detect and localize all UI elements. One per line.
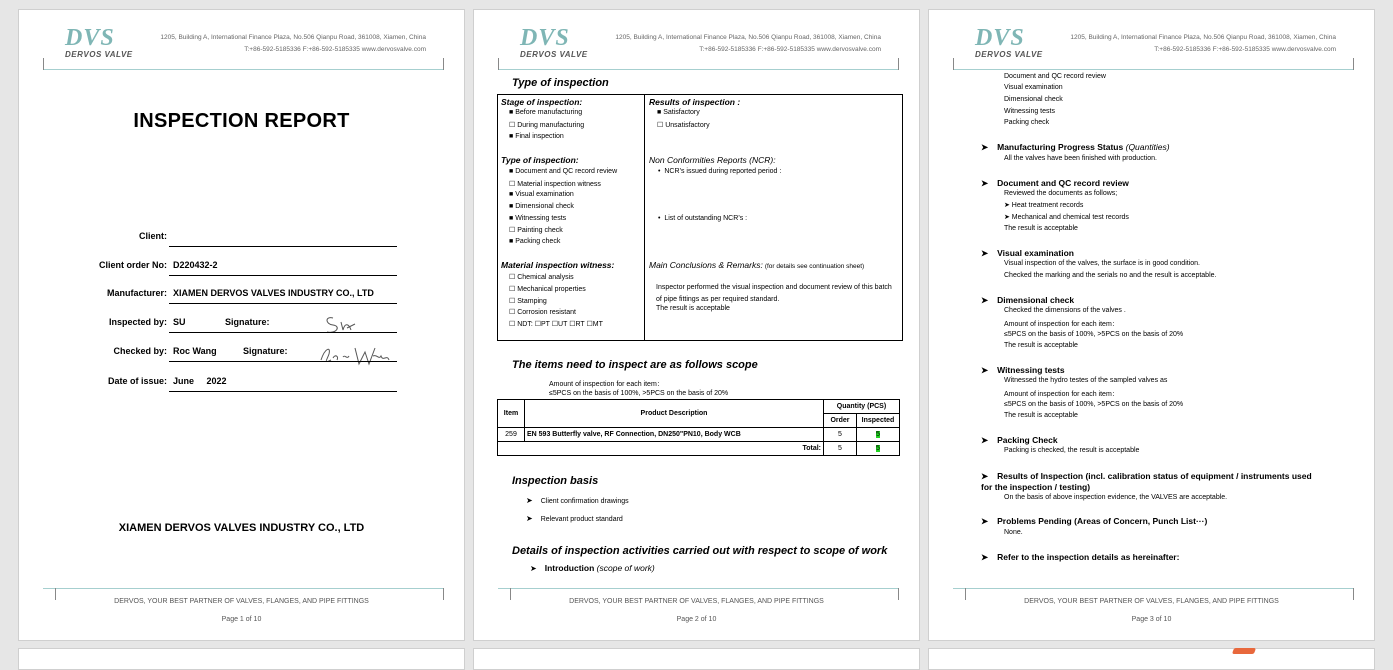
stage-item [509, 133, 564, 140]
contact-line: T:+86-592-5185336 F:+86-592-5185335 www.dervosvalve.com [699, 46, 881, 53]
inspection-summary-box [497, 94, 903, 341]
checkbox-icon: ■ [509, 215, 514, 222]
arrow-bullet-icon: ➤ [981, 248, 989, 258]
checkbox-icon: ☐ [509, 122, 516, 129]
results-title: Results of Inspection (incl. calibration status of equipment / instruments used [997, 471, 1312, 481]
conclusions-note: (for details see continuation sheet) [764, 263, 865, 270]
amount-line: Amount of inspection for each item： [549, 381, 664, 388]
col-quantity: Quantity (PCS) [824, 400, 900, 414]
header-address [1070, 32, 1336, 56]
basis-heading: Inspection basis [512, 475, 599, 487]
arrow-bullet-icon: ➤ [981, 435, 989, 445]
witness-item [509, 308, 576, 316]
page-number: Page 2 of 10 [676, 616, 717, 623]
logo-subtitle: DERVOS VALVE [520, 50, 588, 59]
arrow-bullet-icon: ➤ [981, 295, 989, 305]
section-line: Packing is checked, the result is acceptable [1004, 447, 1140, 454]
witness-item [509, 285, 586, 293]
type-item [509, 226, 563, 234]
section-line: Reviewed the documents as follows; [1004, 190, 1118, 197]
field-underline [169, 275, 397, 276]
section-line: Visual inspection of the valves, the surface is in good condition. [1004, 260, 1200, 267]
footer-rule [953, 588, 1354, 589]
checkbox-icon: ■ [509, 109, 514, 116]
intro-item [530, 563, 655, 573]
row-order: 5 [824, 428, 857, 442]
address-line: 1205, Building A, International Finance Plaza, No.506 Qianpu Road, 361008, Xiamen, China [615, 34, 881, 41]
ncr-issued-text: NCR’s issued during reported period : [664, 168, 782, 175]
checkbox-icon: ☐ [657, 122, 664, 129]
basis-item-label: Client confirmation drawings [540, 498, 629, 505]
next-page-peek [18, 648, 465, 670]
dvs-logo: DVS [975, 25, 1025, 51]
section-heading [981, 295, 1074, 306]
field-underline [169, 332, 397, 333]
results-heading [981, 471, 1312, 482]
col-description: Product Description [525, 400, 824, 428]
top-list-item: Packing check [1004, 119, 1050, 126]
header-tick [1353, 58, 1354, 70]
top-list-item: Visual examination [1004, 84, 1063, 91]
basis-item [526, 514, 623, 523]
checkbox-icon: ■ [509, 238, 514, 245]
table-row [498, 428, 900, 442]
section-line: Amount of inspection for each item： [1004, 321, 1119, 328]
logo-subtitle: DERVOS VALVE [65, 50, 133, 59]
checkbox-icon: ☐ [509, 227, 516, 234]
footer-tagline: DERVOS, YOUR BEST PARTNER OF VALVES, FLANGES, AND PIPE FITTINGS [114, 598, 369, 605]
basis-item-label: Relevant product standard [540, 516, 623, 523]
witness-item-label: Corrosion resistant [517, 309, 576, 316]
type-item-label: Witnessing tests [515, 215, 567, 222]
section-line: The result is acceptable [1004, 225, 1078, 232]
inspected-value: SU [173, 317, 186, 327]
section-title: Document and QC record review [997, 178, 1129, 188]
logo-subtitle: DERVOS VALVE [975, 50, 1043, 59]
order-label: Client order No: [98, 260, 167, 270]
ncr-outstanding: • List of outstanding NCR’s : [658, 215, 748, 222]
ncr-issued: • NCR’s issued during reported period : [658, 168, 782, 175]
ncr-outstanding-text: List of outstanding NCR’s : [664, 215, 748, 222]
header-rule [498, 69, 899, 70]
type-heading: Type of inspection: [501, 155, 579, 165]
ncr-heading: Non Conformities Reports (NCR): [649, 155, 776, 165]
signature-image [317, 340, 395, 370]
signature-image [321, 312, 361, 338]
row-description: EN 593 Butterfly valve, RF Connection, DN250"PN10, Body WCB [525, 428, 824, 442]
checkbox-icon: ■ [657, 109, 662, 116]
type-item-label: Material inspection witness [517, 181, 601, 188]
arrow-bullet-icon: ➤ [981, 142, 989, 152]
header-tick [443, 58, 444, 70]
checkbox-icon: ☐ [509, 181, 516, 188]
section-heading [981, 435, 1058, 446]
header-tick [953, 58, 954, 70]
results-line: On the basis of above inspection evidence, the VALVES are acceptable. [1004, 494, 1228, 501]
header-tick [898, 58, 899, 70]
witness-item-label: Chemical analysis [517, 274, 574, 281]
type-item-label: Packing check [515, 238, 561, 245]
section-line: ≤5PCS on the basis of 100%, >5PCS on the basis of 20% [1004, 401, 1184, 408]
footer-rule [498, 588, 899, 589]
address-line: 1205, Building A, International Finance Plaza, No.506 Qianpu Road, 361008, Xiamen, China [1070, 34, 1336, 41]
checkbox-icon: ■ [509, 168, 514, 175]
report-title: INSPECTION REPORT [133, 110, 350, 132]
items-table [497, 399, 900, 456]
type-item-label: Painting check [517, 227, 563, 234]
col-item: Item [498, 400, 525, 428]
results-heading: Results of inspection : [649, 97, 741, 107]
problems-heading [981, 516, 1207, 527]
inspected-label: Inspected by: [108, 317, 167, 327]
next-page-peek [928, 648, 1375, 670]
header-address [160, 32, 426, 56]
witness-item-label: Stamping [517, 298, 547, 305]
page-number: Page 3 of 10 [1131, 616, 1172, 623]
problems-line: None. [1004, 529, 1023, 536]
total-row [498, 442, 900, 456]
signature-label: Signature: [225, 317, 270, 327]
dvs-logo: DVS [520, 25, 570, 51]
section-title: Packing Check [997, 435, 1058, 445]
date-value: June 2022 [173, 376, 227, 386]
results-item-label: Satisfactory [663, 109, 700, 116]
section-line: ➤ Heat treatment records [1004, 202, 1084, 209]
witness-heading: Material inspection witness: [501, 260, 615, 270]
section-title: Visual examination [997, 248, 1074, 258]
header-tick [43, 58, 44, 70]
conclusions-result: The result is acceptable [656, 305, 730, 312]
results-title-cont: for the inspection / testing) [981, 482, 1091, 492]
manufacturer-row [19, 288, 464, 308]
refer-title: Refer to the inspection details as hereinafter: [997, 552, 1180, 562]
column-divider [644, 95, 645, 340]
contact-line: T:+86-592-5185336 F:+86-592-5185335 www.dervosvalve.com [1154, 46, 1336, 53]
type-item [509, 168, 617, 175]
section-heading [981, 142, 1170, 153]
conclusions-body: Inspector performed the visual inspection and document review of this batch of pipe fittings as per required standard. [656, 284, 892, 303]
stage-item-label: Before manufacturing [515, 109, 583, 116]
section-line: Witnessed the hydro testes of the sampled valves as [1004, 377, 1168, 384]
company-name: XIAMEN DERVOS VALVES INDUSTRY CO., LTD [118, 522, 365, 534]
checkbox-icon: ☐ [509, 286, 516, 293]
type-item [509, 180, 601, 188]
witness-item-label: Mechanical properties [517, 286, 586, 293]
footer-tagline: DERVOS, YOUR BEST PARTNER OF VALVES, FLANGES, AND PIPE FITTINGS [1024, 598, 1279, 605]
results-item [657, 109, 700, 116]
problems-title: Problems Pending (Areas of Concern, Punch List···) [997, 516, 1208, 526]
arrow-bullet-icon: ➤ [981, 516, 989, 526]
checkbox-icon: ☐ [509, 321, 516, 328]
results-item [657, 121, 710, 129]
type-item [509, 215, 566, 222]
report-page-1 [18, 9, 465, 641]
section-line: Checked the dimensions of the valves . [1004, 307, 1126, 314]
section-line: Checked the marking and the serials no and the result is acceptable. [1004, 272, 1217, 279]
type-of-inspection-heading: Type of inspection [512, 77, 609, 89]
checkbox-icon: ■ [509, 133, 514, 140]
top-list-item: Document and QC record review [1004, 73, 1106, 80]
checkbox-icon: ☐ [509, 298, 516, 305]
field-underline [169, 391, 397, 392]
page-number: Page 1 of 10 [221, 616, 262, 623]
row-item: 259 [498, 428, 525, 442]
row-inspected: 5 [876, 431, 880, 438]
top-list-item: Witnessing tests [1004, 108, 1055, 115]
arrow-bullet-icon: ➤ [981, 552, 989, 562]
checkbox-icon: ■ [509, 191, 514, 198]
arrow-bullet-icon: ➤ [526, 496, 533, 505]
conclusions-header [649, 260, 864, 270]
stage-item [509, 109, 582, 116]
field-underline [169, 246, 397, 247]
witness-item [509, 297, 547, 305]
section-line: ➤ Mechanical and chemical test records [1004, 214, 1129, 221]
refer-heading [981, 552, 1179, 563]
witness-item-label: NDT: ☐PT ☐UT ☐RT ☐MT [517, 321, 603, 328]
manufacturer-value: XIAMEN DERVOS VALVES INDUSTRY CO., LTD [173, 288, 374, 298]
field-underline [169, 361, 397, 362]
header-address [615, 32, 881, 56]
section-heading [981, 365, 1065, 376]
section-line: The result is acceptable [1004, 412, 1078, 419]
total-order: 5 [824, 442, 857, 456]
date-label: Date of issue: [107, 376, 167, 386]
type-item [509, 238, 560, 245]
section-note: (Quantities) [1125, 142, 1170, 152]
manufacturer-label: Manufacturer: [106, 288, 167, 298]
basis-line: ≤5PCS on the basis of 100%, >5PCS on the basis of 20% [549, 390, 729, 397]
contact-line: T:+86-592-5185336 F:+86-592-5185335 www.dervosvalve.com [244, 46, 426, 53]
total-label: Total: [498, 442, 824, 456]
section-line: Amount of inspection for each item： [1004, 391, 1119, 398]
address-line: 1205, Building A, International Finance Plaza, No.506 Qianpu Road, 361008, Xiamen, China [160, 34, 426, 41]
header-tick [498, 58, 499, 70]
witness-item [509, 273, 574, 281]
date-row [19, 376, 464, 396]
checked-row [19, 346, 464, 366]
section-heading [981, 248, 1074, 259]
section-line: ≤5PCS on the basis of 100%, >5PCS on the basis of 20% [1004, 331, 1184, 338]
section-heading [981, 178, 1129, 189]
header-rule [953, 69, 1354, 70]
section-line: All the valves have been finished with production. [1004, 155, 1157, 162]
footer-rule [43, 588, 444, 589]
footer-tagline: DERVOS, YOUR BEST PARTNER OF VALVES, FLANGES, AND PIPE FITTINGS [569, 598, 824, 605]
checkbox-icon: ☐ [509, 274, 516, 281]
total-inspected: 5 [876, 445, 880, 452]
order-value: D220432-2 [173, 260, 218, 270]
type-item [509, 191, 574, 198]
arrow-bullet-icon: ➤ [530, 564, 537, 573]
stage-item-label: During manufacturing [517, 122, 585, 129]
next-page-peek [473, 648, 920, 670]
intro-label: Introduction [544, 563, 595, 573]
section-title: Manufacturing Progress Status [997, 142, 1124, 152]
header-rule [43, 69, 444, 70]
order-row [19, 260, 464, 280]
items-heading: The items need to inspect are as follows scope [512, 359, 758, 371]
arrow-bullet-icon: ➤ [981, 178, 989, 188]
stage-item [509, 121, 584, 129]
checked-label: Checked by: [113, 346, 167, 356]
arrow-bullet-icon: ➤ [981, 471, 989, 481]
row-inspected-cell [857, 428, 900, 442]
witness-item [509, 320, 603, 328]
type-item-label: Dimensional check [515, 203, 574, 210]
details-heading: Details of inspection activities carried out with respect to scope of work [512, 545, 888, 557]
client-row [19, 231, 464, 251]
intro-note: (scope of work) [596, 563, 655, 573]
col-inspected: Inspected [857, 414, 900, 428]
conclusions-heading: Main Conclusions & Remarks: [649, 260, 763, 270]
stage-heading: Stage of inspection: [501, 97, 583, 107]
basis-item [526, 496, 629, 505]
inspected-row [19, 317, 464, 337]
report-page-2 [473, 9, 920, 641]
results-item-label: Unsatisfactory [665, 122, 710, 129]
report-page-3 [928, 9, 1375, 641]
col-order: Order [824, 414, 857, 428]
section-title: Dimensional check [997, 295, 1075, 305]
arrow-bullet-icon: ➤ [526, 514, 533, 523]
section-title: Witnessing tests [997, 365, 1065, 375]
checked-value: Roc Wang [173, 346, 217, 356]
checkbox-icon: ☐ [509, 309, 516, 316]
type-item [509, 203, 574, 210]
total-inspected-cell [857, 442, 900, 456]
type-item-label: Visual examination [515, 191, 574, 198]
field-underline [169, 303, 397, 304]
section-line: The result is acceptable [1004, 342, 1078, 349]
client-label: Client: [139, 231, 167, 241]
annotation-mark [1232, 648, 1256, 654]
signature-label: Signature: [243, 346, 288, 356]
top-list-item: Dimensional check [1004, 96, 1063, 103]
arrow-bullet-icon: ➤ [981, 365, 989, 375]
dvs-logo: DVS [65, 25, 115, 51]
stage-item-label: Final inspection [515, 133, 564, 140]
checkbox-icon: ■ [509, 203, 514, 210]
type-item-label: Document and QC record review [515, 168, 618, 175]
